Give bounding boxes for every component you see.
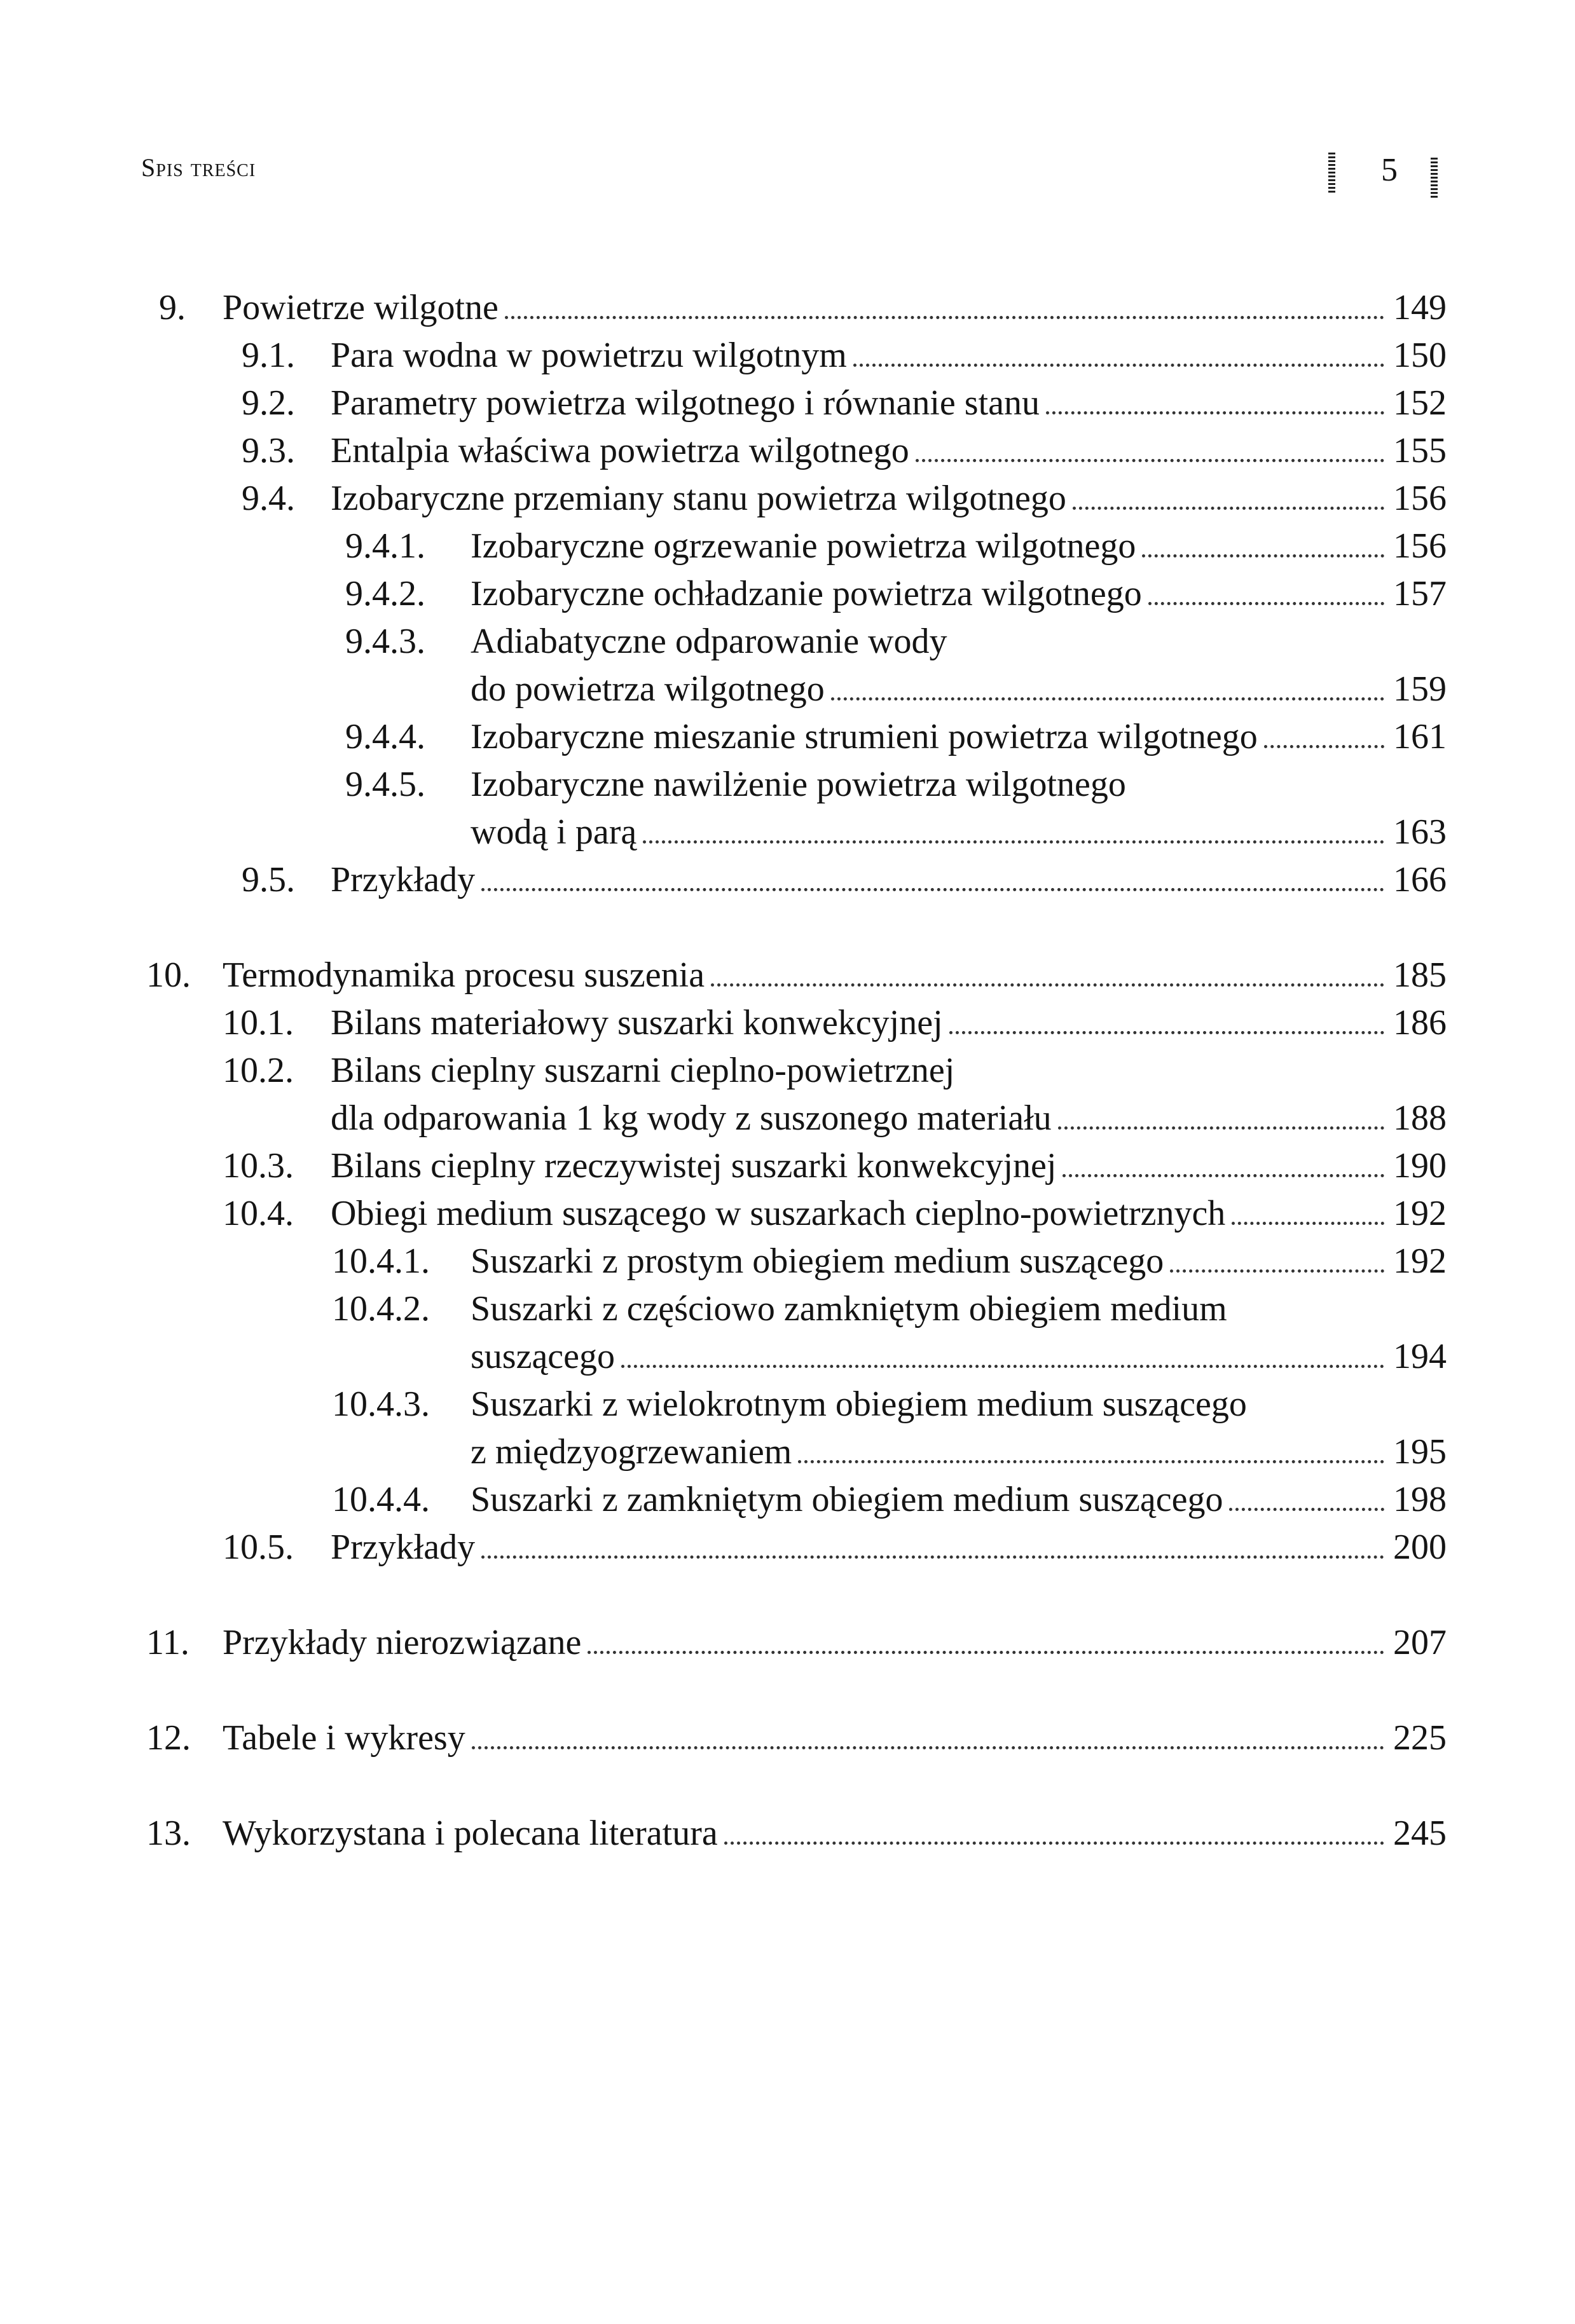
toc-entry-number: 10.3. bbox=[223, 1146, 294, 1186]
dot-leader bbox=[1142, 554, 1384, 557]
toc-entry-page: 190 bbox=[1393, 1146, 1447, 1186]
toc-entry-title: Bilans materiałowy suszarki konwekcyjnej bbox=[331, 1003, 943, 1042]
dot-leader bbox=[711, 983, 1384, 987]
toc-entry-page: 156 bbox=[1393, 479, 1447, 518]
toc-entry-number: 9.4.4. bbox=[345, 717, 425, 756]
toc-entry bbox=[0, 712, 1575, 762]
toc-entry-page: 198 bbox=[1393, 1480, 1447, 1519]
toc-entry bbox=[0, 807, 1575, 857]
toc-entry bbox=[0, 664, 1575, 714]
dot-leader bbox=[798, 1460, 1384, 1463]
running-header bbox=[141, 153, 256, 182]
header-ornament-left bbox=[1328, 153, 1335, 193]
toc-entry-page: 192 bbox=[1393, 1241, 1447, 1281]
toc-entry-number: 12. bbox=[146, 1718, 191, 1758]
toc-entry bbox=[0, 521, 1575, 571]
toc-entry-page: 156 bbox=[1393, 526, 1447, 566]
toc-entry-title: Izobaryczne ogrzewanie powietrza wilgotnego bbox=[471, 526, 1136, 566]
dot-leader bbox=[481, 1555, 1384, 1559]
dot-leader bbox=[472, 1746, 1384, 1749]
toc-entry-number: 13. bbox=[146, 1814, 191, 1853]
toc-entry bbox=[0, 1284, 1575, 1334]
running-title: Spis treści bbox=[141, 153, 256, 182]
toc-entry-number: 10.4.2. bbox=[332, 1289, 430, 1329]
toc-entry-page: 161 bbox=[1393, 717, 1447, 756]
dot-leader bbox=[1148, 602, 1384, 605]
toc-entry bbox=[0, 378, 1575, 428]
toc-entry-page: 159 bbox=[1393, 669, 1447, 709]
toc-entry-number: 9. bbox=[159, 288, 186, 327]
toc-entry-page: 185 bbox=[1393, 955, 1447, 995]
page-number: 5 bbox=[1381, 152, 1398, 188]
toc-entry-number: 9.4.3. bbox=[345, 622, 425, 661]
toc-entry-number: 10.4.1. bbox=[332, 1241, 430, 1281]
dot-leader bbox=[1073, 507, 1384, 510]
dot-leader bbox=[643, 840, 1384, 844]
dot-leader bbox=[853, 364, 1384, 367]
dot-leader bbox=[588, 1651, 1384, 1654]
toc-entry-page: 225 bbox=[1393, 1718, 1447, 1758]
toc-entry bbox=[0, 1427, 1575, 1477]
toc-entry-number: 9.4.1. bbox=[345, 526, 425, 566]
toc-entry-title: wodą i parą bbox=[471, 812, 637, 852]
toc-entry bbox=[0, 998, 1575, 1048]
toc-entry bbox=[0, 1189, 1575, 1238]
toc-entry-page: 195 bbox=[1393, 1432, 1447, 1472]
toc-entry-title: Obiegi medium suszącego w suszarkach cieplno-powietrznych bbox=[331, 1194, 1226, 1233]
toc-entry bbox=[0, 617, 1575, 666]
toc-entry-title: z międzyogrzewaniem bbox=[471, 1432, 792, 1472]
toc-entry-page: 245 bbox=[1393, 1814, 1447, 1853]
toc-entry-title: Przykłady nierozwiązane bbox=[223, 1623, 582, 1662]
dot-leader bbox=[1063, 1174, 1384, 1177]
dot-leader bbox=[1170, 1269, 1384, 1273]
toc-entry-number: 9.5. bbox=[242, 860, 295, 899]
toc-entry-number: 10.4.4. bbox=[332, 1480, 430, 1519]
toc-entry bbox=[0, 1522, 1575, 1572]
toc-entry-title: Izobaryczne nawilżenie powietrza wilgotnego bbox=[471, 765, 1126, 804]
toc-entry-title: Bilans cieplny rzeczywistej suszarki konwekcyjnej bbox=[331, 1146, 1057, 1186]
dot-leader bbox=[505, 316, 1384, 319]
toc-entry-title: Bilans cieplny suszarni cieplno-powietrznej bbox=[331, 1051, 955, 1090]
toc-entry-page: 192 bbox=[1393, 1194, 1447, 1233]
toc-entry bbox=[0, 1475, 1575, 1524]
toc-entry-title: Suszarki z zamkniętym obiegiem medium suszącego bbox=[471, 1480, 1223, 1519]
toc-entry-page: 152 bbox=[1393, 383, 1447, 423]
toc-entry-number: 10.4. bbox=[223, 1194, 294, 1233]
toc-entry-number: 10.2. bbox=[223, 1051, 294, 1090]
dot-leader bbox=[831, 697, 1384, 701]
toc-entry bbox=[0, 331, 1575, 380]
toc-entry-title: Powietrze wilgotne bbox=[223, 288, 499, 327]
toc-entry-number: 10. bbox=[146, 955, 191, 995]
toc-entry bbox=[0, 1379, 1575, 1429]
toc-entry bbox=[0, 283, 1575, 332]
toc-entry-page: 150 bbox=[1393, 336, 1447, 375]
toc-entry bbox=[0, 1093, 1575, 1143]
toc-entry-number: 10.1. bbox=[223, 1003, 294, 1042]
header-ornament-right bbox=[1431, 158, 1438, 198]
dot-leader bbox=[949, 1031, 1384, 1034]
toc-entry-title: Przykłady bbox=[331, 860, 476, 899]
toc-entry-page: 166 bbox=[1393, 860, 1447, 899]
toc-entry-title: Przykłady bbox=[331, 1528, 476, 1567]
toc-entry-title: suszącego bbox=[471, 1337, 616, 1376]
toc-entry bbox=[0, 1808, 1575, 1858]
toc-entry bbox=[0, 1618, 1575, 1667]
toc-entry-number: 9.4.5. bbox=[345, 765, 425, 804]
toc-entry-page: 188 bbox=[1393, 1098, 1447, 1138]
toc-entry bbox=[0, 1141, 1575, 1191]
dot-leader bbox=[621, 1365, 1384, 1368]
toc-entry-page: 163 bbox=[1393, 812, 1447, 852]
toc-entry-title: Izobaryczne przemiany stanu powietrza wilgotnego bbox=[331, 479, 1066, 518]
toc-entry-title: Suszarki z wielokrotnym obiegiem medium suszącego bbox=[471, 1384, 1247, 1424]
toc-entry-number: 10.4.3. bbox=[332, 1384, 430, 1424]
toc-entry-title: Suszarki z częściowo zamkniętym obiegiem medium bbox=[471, 1289, 1227, 1329]
toc-entry bbox=[0, 1046, 1575, 1095]
toc-entry-number: 9.3. bbox=[242, 431, 295, 470]
toc-entry-title: Entalpia właściwa powietrza wilgotnego bbox=[331, 431, 909, 470]
toc-entry-title: Tabele i wykresy bbox=[223, 1718, 465, 1758]
toc-entry bbox=[0, 1236, 1575, 1286]
toc-entry-title: do powietrza wilgotnego bbox=[471, 669, 825, 709]
toc-entry bbox=[0, 1713, 1575, 1763]
toc-entry-page: 155 bbox=[1393, 431, 1447, 470]
toc-entry-number: 11. bbox=[146, 1623, 189, 1662]
toc-entry-page: 157 bbox=[1393, 574, 1447, 613]
toc-entry bbox=[0, 474, 1575, 523]
dot-leader bbox=[724, 1842, 1384, 1845]
toc-entry bbox=[0, 855, 1575, 905]
dot-leader bbox=[1046, 411, 1384, 414]
toc-entry bbox=[0, 1332, 1575, 1381]
toc-entry-title: Adiabatyczne odparowanie wody bbox=[471, 622, 947, 661]
dot-leader bbox=[916, 459, 1384, 462]
toc-entry bbox=[0, 426, 1575, 475]
toc-entry-title: Parametry powietrza wilgotnego i równanie stanu bbox=[331, 383, 1040, 423]
dot-leader bbox=[1264, 745, 1384, 748]
dot-leader bbox=[1232, 1222, 1384, 1225]
toc-entry-number: 9.2. bbox=[242, 383, 295, 423]
toc-entry-page: 149 bbox=[1393, 288, 1447, 327]
toc-entry-number: 9.4.2. bbox=[345, 574, 425, 613]
toc-entry-title: dla odparowania 1 kg wody z suszonego materiału bbox=[331, 1098, 1052, 1138]
toc-entry-title: Izobaryczne ochładzanie powietrza wilgotnego bbox=[471, 574, 1142, 613]
dot-leader bbox=[481, 888, 1384, 891]
toc-entry bbox=[0, 950, 1575, 1000]
toc-entry-title: Para wodna w powietrzu wilgotnym bbox=[331, 336, 847, 375]
toc-entry-page: 200 bbox=[1393, 1528, 1447, 1567]
toc-entry-page: 186 bbox=[1393, 1003, 1447, 1042]
toc-entry-page: 194 bbox=[1393, 1337, 1447, 1376]
toc-entry bbox=[0, 569, 1575, 619]
toc-entry bbox=[0, 760, 1575, 809]
toc-entry-title: Termodynamika procesu suszenia bbox=[223, 955, 705, 995]
dot-leader bbox=[1058, 1126, 1384, 1130]
dot-leader bbox=[1229, 1508, 1384, 1511]
toc-entry-title: Suszarki z prostym obiegiem medium suszącego bbox=[471, 1241, 1164, 1281]
toc-entry-title: Wykorzystana i polecana literatura bbox=[223, 1814, 718, 1853]
toc-entry-number: 9.4. bbox=[242, 479, 295, 518]
toc-entry-page: 207 bbox=[1393, 1623, 1447, 1662]
toc-entry-number: 10.5. bbox=[223, 1528, 294, 1567]
toc-entry-number: 9.1. bbox=[242, 336, 295, 375]
toc-entry-title: Izobaryczne mieszanie strumieni powietrza wilgotnego bbox=[471, 717, 1258, 756]
